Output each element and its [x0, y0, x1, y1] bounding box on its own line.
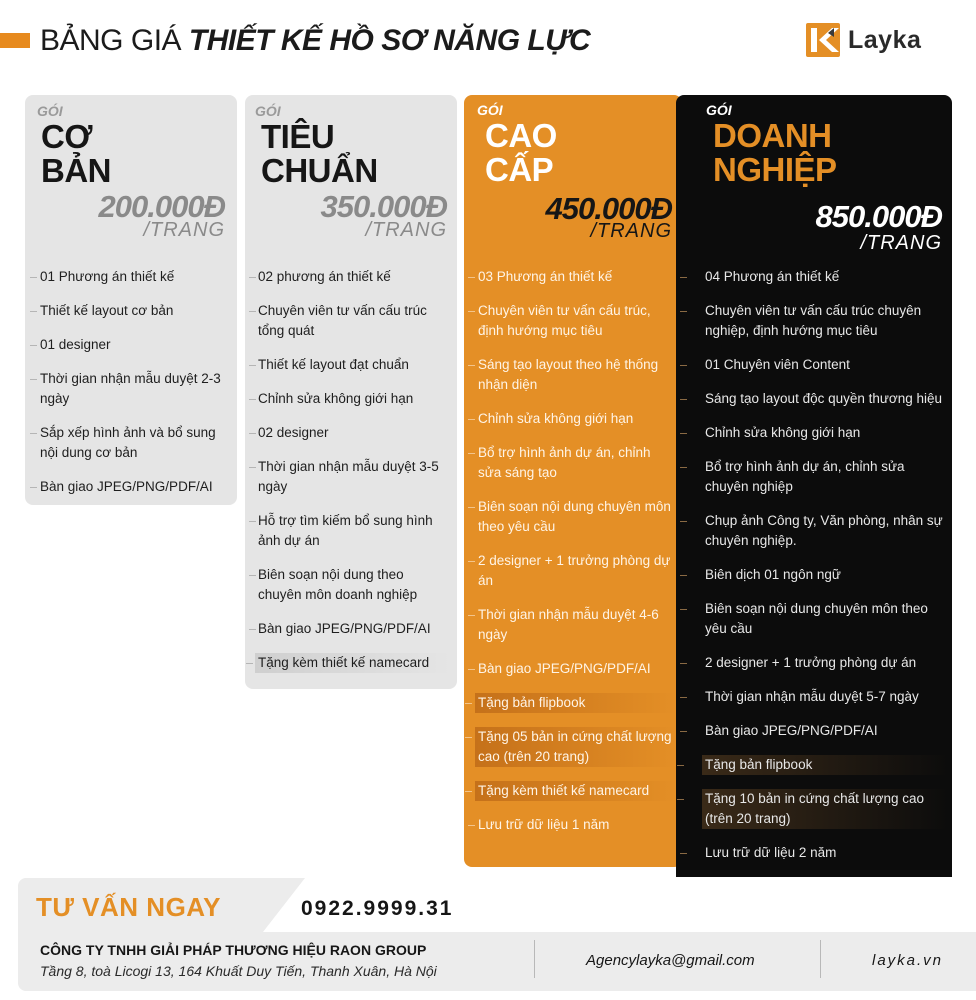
website-link[interactable]: layka.vn	[872, 952, 944, 969]
feature-item: Lưu trữ dữ liệu 2 năm	[705, 843, 949, 863]
feature-item: Chụp ảnh Công ty, Văn phòng, nhân sự chuyên nghiệp.	[705, 511, 949, 551]
package-name-line1: DOANH	[713, 117, 832, 154]
package-price: 450.000Đ	[545, 191, 672, 226]
feature-item: Lưu trữ dữ liệu 1 năm	[478, 815, 676, 835]
feature-item: Sáng tạo layout độc quyền thương hiệu	[705, 389, 949, 409]
package-unit: /TRANG	[365, 219, 447, 241]
footer	[18, 878, 976, 991]
feature-item: Biên dịch 01 ngôn ngữ	[705, 565, 949, 585]
package-card-basic	[25, 95, 237, 505]
logo-text: Layka	[848, 25, 922, 54]
feature-item: 01 Chuyên viên Content	[705, 355, 949, 375]
package-label: GÓI	[477, 102, 503, 118]
package-label: GÓI	[255, 103, 281, 119]
feature-item: Biên soạn nội dung chuyên môn theo yêu cầu	[478, 497, 676, 537]
feature-item: 02 phương án thiết kế	[258, 267, 450, 287]
package-card-enterprise	[676, 95, 952, 895]
feature-item-bonus: Tặng bản flipbook	[475, 693, 676, 713]
package-name-line1: CAO	[485, 117, 557, 154]
feature-item: Bổ trợ hình ảnh dự án, chỉnh sửa chuyên nghiệp	[705, 457, 949, 497]
package-price: 200.000Đ	[98, 189, 225, 224]
divider	[820, 940, 821, 978]
company-address: Tầng 8, toà Licogi 13, 164 Khuất Duy Tiến, Thanh Xuân, Hà Nội	[40, 963, 437, 979]
package-card-standard	[245, 95, 457, 689]
feature-item: Biên soạn nội dung theo chuyên môn doanh nghiệp	[258, 565, 450, 605]
feature-item: 03 Phương án thiết kế	[478, 267, 676, 287]
feature-list	[478, 267, 676, 835]
feature-item: 04 Phương án thiết kế	[705, 267, 949, 287]
feature-item: Bàn giao JPEG/PNG/PDF/AI	[40, 477, 230, 497]
feature-item: Thời gian nhận mẫu duyệt 4-6 ngày	[478, 605, 676, 645]
accent-bar	[0, 33, 30, 48]
feature-item: Bàn giao JPEG/PNG/PDF/AI	[478, 659, 676, 679]
title-bold: THIẾT KẾ HỒ SƠ NĂNG LỰC	[188, 24, 591, 57]
layka-logo-icon	[806, 23, 840, 57]
package-name	[261, 120, 378, 188]
feature-item: Chỉnh sửa không giới hạn	[705, 423, 949, 443]
cta-heading: TƯ VẤN NGAY	[36, 892, 222, 922]
package-name-line2: BẢN	[41, 152, 111, 189]
feature-item-bonus: Tặng 10 bản in cứng chất lượng cao (trên 20 trang)	[702, 789, 949, 829]
package-name-line2: NGHIỆP	[713, 151, 837, 188]
feature-item: Thiết kế layout cơ bản	[40, 301, 230, 321]
feature-item: 2 designer + 1 trưởng phòng dự án	[705, 653, 949, 673]
feature-item: 01 Phương án thiết kế	[40, 267, 230, 287]
package-name	[41, 120, 111, 188]
feature-item: Bổ trợ hình ảnh dự án, chỉnh sửa sáng tạo	[478, 443, 676, 483]
package-name	[485, 119, 557, 187]
feature-item: Thời gian nhận mẫu duyệt 3-5 ngày	[258, 457, 450, 497]
feature-item: Bàn giao JPEG/PNG/PDF/AI	[258, 619, 450, 639]
feature-item-bonus: Tặng 05 bản in cứng chất lượng cao (trên 20 trang)	[475, 727, 676, 767]
feature-item: Sáng tạo layout theo hệ thống nhận diện	[478, 355, 676, 395]
package-card-premium	[464, 95, 682, 867]
package-unit: /TRANG	[590, 220, 672, 242]
package-name-line1: TIÊU	[261, 118, 335, 155]
package-unit: /TRANG	[143, 219, 225, 241]
feature-item: Thời gian nhận mẫu duyệt 5-7 ngày	[705, 687, 949, 707]
feature-item: Chuyên viên tư vấn cấu trúc chuyên nghiệp, định hướng mục tiêu	[705, 301, 949, 341]
feature-item-bonus: Tặng bản flipbook	[702, 755, 949, 775]
email-link[interactable]: Agencylayka@gmail.com	[586, 952, 755, 969]
phone-link[interactable]: 0922.9999.31	[301, 897, 454, 920]
company-name: CÔNG TY TNHH GIẢI PHÁP THƯƠNG HIỆU RAON GROUP	[40, 942, 427, 958]
feature-item: Thiết kế layout đạt chuẩn	[258, 355, 450, 375]
feature-item: Chỉnh sửa không giới hạn	[478, 409, 676, 429]
feature-item: Bàn giao JPEG/PNG/PDF/AI	[705, 721, 949, 741]
package-label: GÓI	[37, 103, 63, 119]
feature-list	[40, 267, 230, 497]
title-light: BẢNG GIÁ	[40, 24, 182, 57]
feature-item: Sắp xếp hình ảnh và bổ sung nội dung cơ bản	[40, 423, 230, 463]
brand-logo	[806, 22, 921, 58]
feature-item: Biên soạn nội dung chuyên môn theo yêu cầu	[705, 599, 949, 639]
package-name	[713, 119, 837, 187]
package-price: 350.000Đ	[320, 189, 447, 224]
divider	[534, 940, 535, 978]
package-name-line1: CƠ	[41, 118, 92, 155]
feature-list	[705, 267, 949, 863]
package-name-line2: CHUẨN	[261, 152, 378, 189]
feature-item: 02 designer	[258, 423, 450, 443]
package-unit: /TRANG	[860, 232, 942, 254]
feature-list	[258, 267, 450, 673]
feature-item-bonus: Tặng kèm thiết kế namecard	[255, 653, 450, 673]
package-price: 850.000Đ	[815, 199, 942, 234]
feature-item: 2 designer + 1 trưởng phòng dự án	[478, 551, 676, 591]
package-label: GÓI	[706, 102, 732, 118]
package-name-line2: CẤP	[485, 151, 554, 188]
feature-item: Thời gian nhận mẫu duyệt 2-3 ngày	[40, 369, 230, 409]
feature-item: Chuyên viên tư vấn cấu trúc tổng quát	[258, 301, 450, 341]
feature-item: 01 designer	[40, 335, 230, 355]
feature-item-bonus: Tặng kèm thiết kế namecard	[475, 781, 676, 801]
feature-item: Chỉnh sửa không giới hạn	[258, 389, 450, 409]
feature-item: Chuyên viên tư vấn cấu trúc, định hướng mục tiêu	[478, 301, 676, 341]
page-title	[40, 24, 590, 58]
feature-item: Hỗ trợ tìm kiếm bổ sung hình ảnh dự án	[258, 511, 450, 551]
